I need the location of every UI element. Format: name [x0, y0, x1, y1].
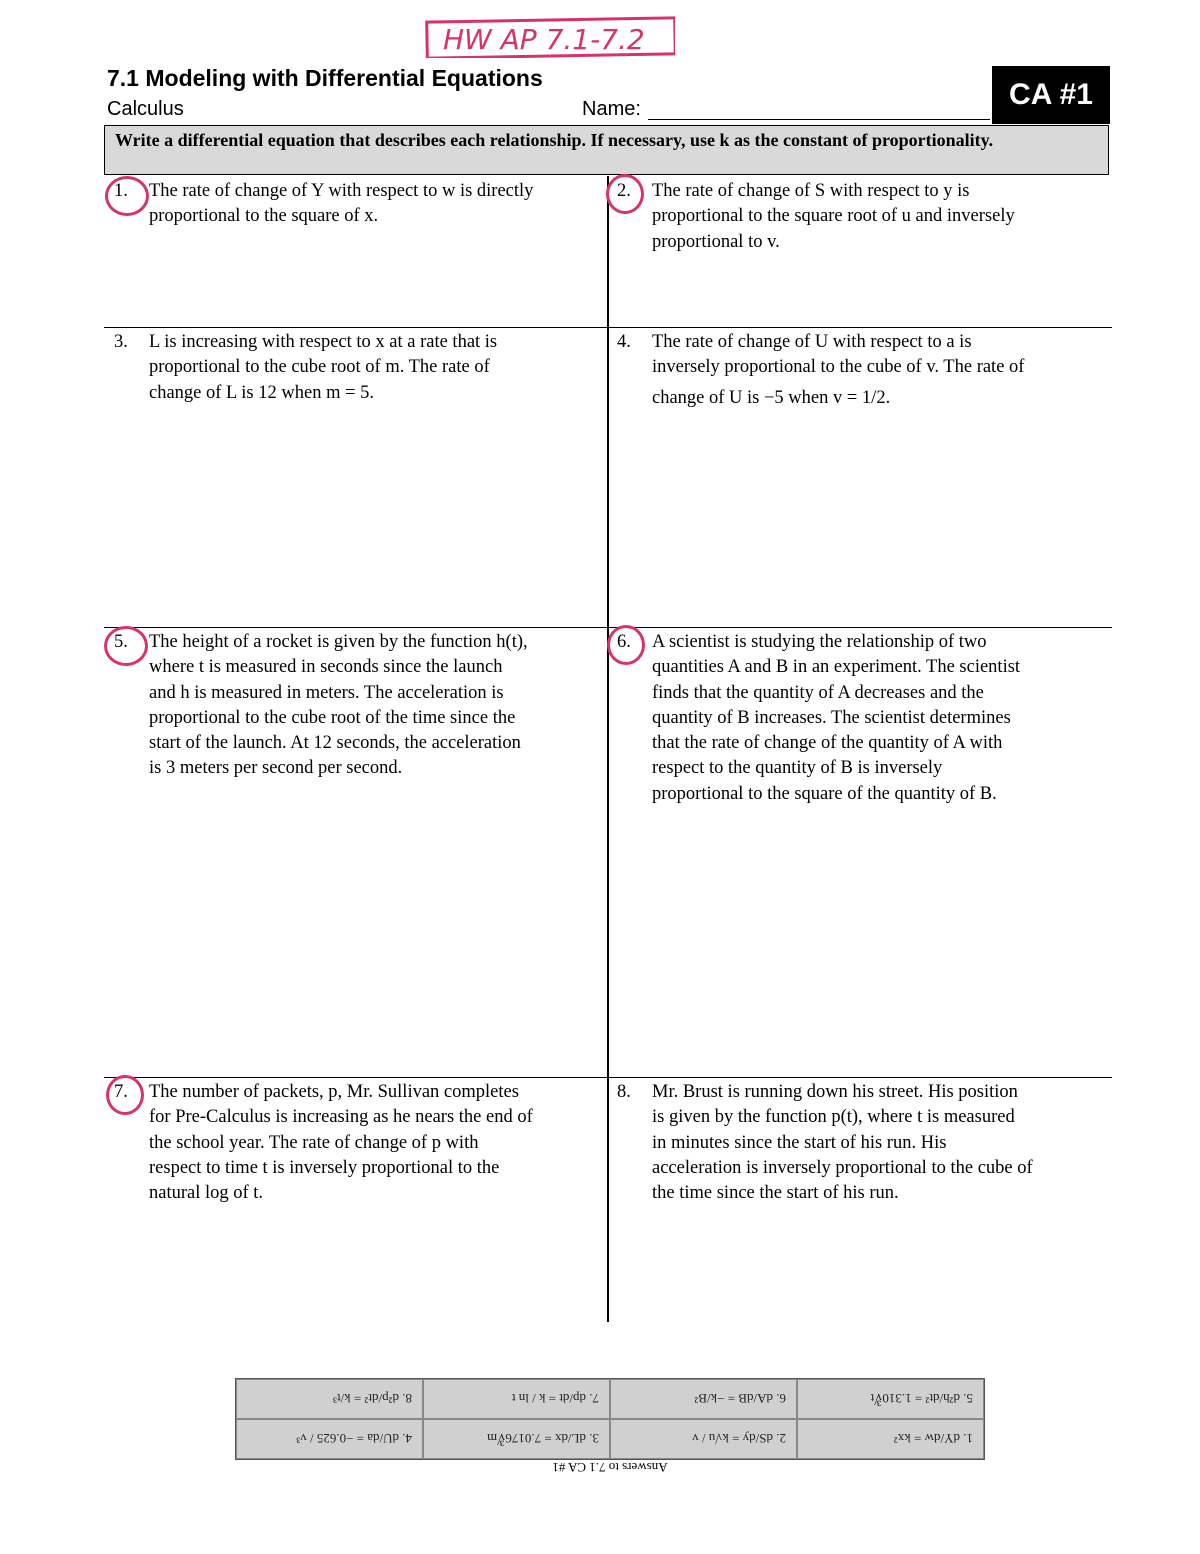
problem-number: 3.: [114, 332, 128, 352]
row-divider: [104, 627, 1112, 628]
problem-6: [617, 630, 1107, 815]
problem-number: 6.: [617, 632, 631, 652]
problem-number: 2.: [617, 181, 631, 201]
problem-text-line: proportional to the square root of u and inversely: [652, 206, 1015, 227]
answer-key-table: [235, 1378, 985, 1460]
circle-annotation: [104, 626, 148, 666]
problem-text-line: proportional to the cube root of m. The rate of: [149, 357, 490, 378]
handwritten-title: [425, 12, 675, 58]
problem-text-line: quantities A and B in an experiment. The scientist: [652, 657, 1021, 678]
answer-key-caption: Answers to 7.1 CA #1: [552, 1460, 668, 1475]
problem-text-line: acceleration is inversely proportional to the cube of: [652, 1157, 1033, 1178]
problem-text-line: and h is measured in meters. The acceleration is: [149, 682, 504, 703]
answer-cell: 5. d²h/dt² = 1.310∛t: [797, 1379, 984, 1419]
problem-text-line: that the rate of change of the quantity of A with: [652, 733, 1003, 754]
row-divider: [104, 327, 1112, 328]
problem-text-line: the time since the start of his run.: [652, 1183, 899, 1204]
problem-text-line: finds that the quantity of A decreases and the: [652, 682, 984, 703]
problem-text-line: proportional to the square of x.: [149, 206, 379, 227]
problem-2: [617, 179, 1107, 269]
problem-text-line: The height of a rocket is given by the function h(t),: [149, 632, 528, 652]
problem-text-line: respect to time t is inversely proportional to the: [149, 1157, 500, 1178]
problem-text-line: proportional to the cube root of the time since the: [149, 707, 516, 728]
circle-annotation: [105, 176, 149, 216]
circle-annotation: [106, 1075, 144, 1115]
course-label: Calculus: [107, 98, 184, 120]
answer-cell: 2. dS/dy = k√u / v: [610, 1419, 797, 1459]
problem-text-line: The rate of change of Y with respect to w is directly: [149, 181, 534, 201]
problem-text-line: in minutes since the start of his run. His: [652, 1132, 947, 1153]
problem-text-line: start of the launch. At 12 seconds, the acceleration: [149, 733, 521, 754]
problem-text-line: is given by the function p(t), where t is measured: [652, 1107, 1015, 1128]
problem-text-line: natural log of t.: [149, 1183, 264, 1204]
problem-text-line: for Pre-Calculus is increasing as he nears the end of: [149, 1107, 533, 1128]
problem-text-line: The rate of change of S with respect to y is: [652, 181, 970, 201]
problem-text-line: the school year. The rate of change of p with: [149, 1132, 479, 1153]
problem-8: [617, 1080, 1107, 1215]
column-divider: [607, 176, 609, 1322]
instructions-box: Write a differential equation that describes each relationship. If necessary, use k as the constant of proportionality.: [104, 125, 1109, 175]
problem-text-line: proportional to v.: [652, 231, 780, 252]
problem-text-line: inversely proportional to the cube of v. The rate of: [652, 357, 1025, 378]
answer-cell: 3. dL/dx = 7.0176∛m: [423, 1419, 610, 1459]
problem-number: 1.: [114, 181, 128, 201]
problem-text-line: Mr. Brust is running down his street. His position: [652, 1082, 1018, 1102]
circle-annotation: [606, 174, 644, 214]
problem-number: 8.: [617, 1082, 631, 1102]
problem-7: [114, 1080, 604, 1215]
ca-badge: CA #1: [992, 66, 1110, 124]
circle-annotation: [607, 625, 645, 665]
problem-1: [114, 179, 604, 239]
page-title: 7.1 Modeling with Differential Equations: [107, 65, 543, 91]
row-divider: [104, 1077, 1112, 1078]
problem-text-line: The rate of change of U with respect to a is: [652, 332, 972, 352]
problem-text-line: quantity of B increases. The scientist determines: [652, 707, 1011, 728]
problem-text-line: is 3 meters per second per second.: [149, 758, 403, 779]
answer-cell: 4. dU/da = −0.625 / v³: [236, 1419, 423, 1459]
problem-text-line: where t is measured in seconds since the launch: [149, 657, 503, 678]
problem-text-line: L is increasing with respect to x at a rate that is: [149, 332, 498, 352]
problem-number: 7.: [114, 1082, 128, 1102]
problem-text-line: A scientist is studying the relationship of two: [652, 632, 987, 652]
answer-cell: 6. dA/dB = −k/B²: [610, 1379, 797, 1419]
name-label: Name:: [582, 98, 641, 120]
handwritten-title-text: HW AP 7.1-7.2: [443, 23, 645, 56]
answer-cell: 7. dp/dt = k / ln t: [423, 1379, 610, 1419]
answer-cell: 1. dY/dw = kx²: [797, 1419, 984, 1459]
problem-text-line: change of L is 12 when m = 5.: [149, 382, 375, 403]
problem-text-line: respect to the quantity of B is inversely: [652, 758, 943, 779]
problem-number: 5.: [114, 632, 128, 652]
problem-number: 4.: [617, 332, 631, 352]
problem-4: [617, 330, 1107, 420]
name-blank-line[interactable]: [648, 119, 990, 120]
answer-cell: 8. d²p/dt² = k/t³: [236, 1379, 423, 1419]
problem-text-line: The number of packets, p, Mr. Sullivan completes: [149, 1082, 519, 1102]
problem-text-line: proportional to the square of the quantity of B.: [652, 783, 997, 804]
problem-5: [114, 630, 604, 790]
problem-3: [114, 330, 604, 420]
problem-text-line: change of U is −5 when v = 1/2.: [652, 387, 891, 408]
